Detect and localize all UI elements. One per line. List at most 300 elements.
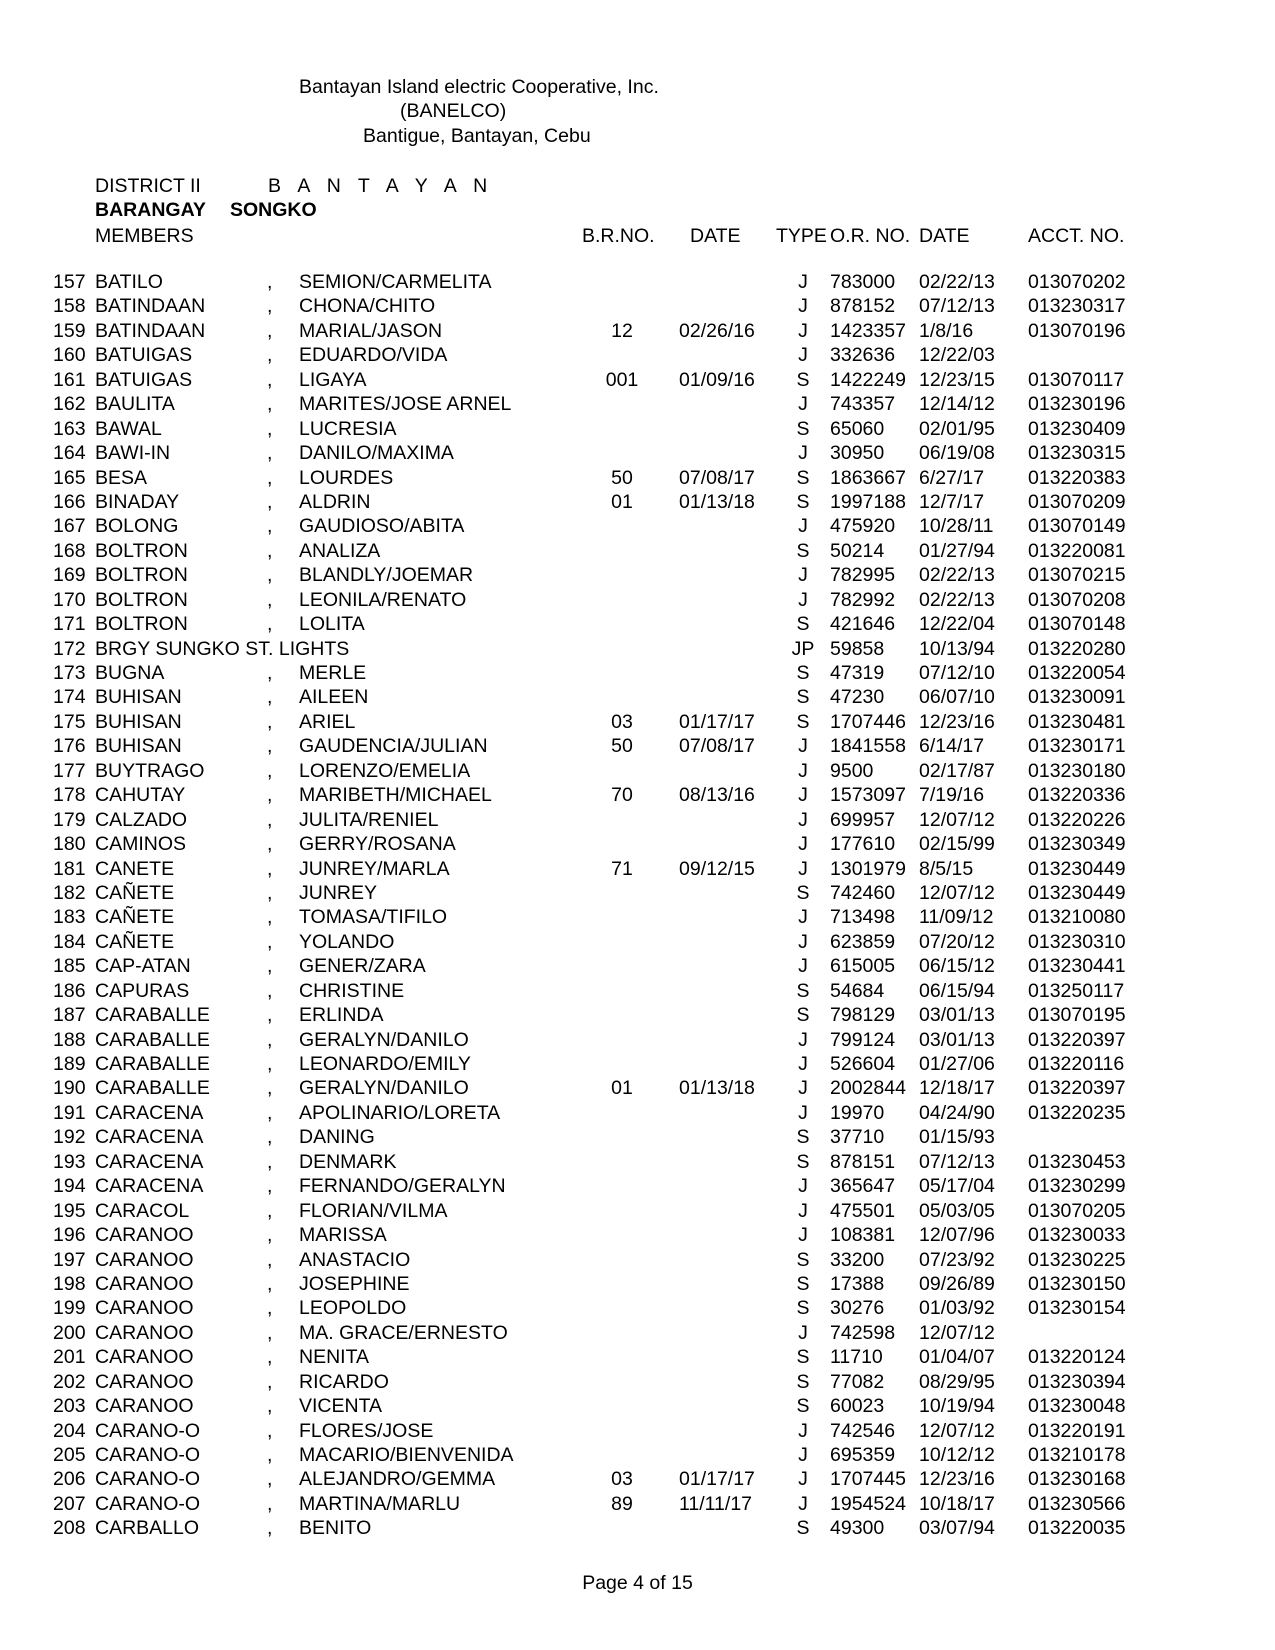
table-row <box>0 1053 1275 1077</box>
account-number: 013210080 <box>1028 906 1126 929</box>
or-number: 1707446 <box>830 710 906 733</box>
account-number: 013230048 <box>1028 1395 1126 1418</box>
row-number: 173 <box>53 662 86 684</box>
name-separator: , <box>267 1224 273 1247</box>
member-first-names: BLANDLY/JOEMAR <box>299 564 474 587</box>
table-row <box>0 1175 1275 1199</box>
account-number: 013230449 <box>1028 857 1126 880</box>
account-number: 013220397 <box>1028 1077 1126 1100</box>
membership-type: S <box>796 1126 810 1149</box>
or-date: 12/14/12 <box>919 393 995 416</box>
or-number: 59858 <box>830 637 885 660</box>
account-number: 013070117 <box>1028 368 1125 391</box>
member-last-name: CAPURAS <box>95 979 190 1002</box>
membership-type: S <box>796 1248 810 1271</box>
or-number: 699957 <box>830 808 896 831</box>
account-number: 013230196 <box>1028 393 1126 416</box>
membership-type: J <box>798 1101 808 1124</box>
member-last-name: CAÑETE <box>95 881 175 904</box>
org-abbreviation: (BANELCO) <box>400 100 507 122</box>
or-number: 782992 <box>830 588 896 611</box>
membership-type: J <box>798 955 808 978</box>
table-row <box>0 1371 1275 1395</box>
or-number: 365647 <box>830 1175 896 1198</box>
table-row <box>0 1151 1275 1175</box>
account-number: 013230299 <box>1028 1175 1126 1198</box>
br-number: 50 <box>611 466 633 489</box>
member-last-name: CARANO-O <box>95 1492 201 1515</box>
table-row <box>0 1004 1275 1028</box>
or-date: 12/7/17 <box>919 490 985 513</box>
br-number: 70 <box>611 784 633 807</box>
table-row <box>0 1322 1275 1346</box>
account-number: 013070215 <box>1028 564 1126 587</box>
name-separator: , <box>267 1395 273 1418</box>
member-first-names: ARIEL <box>299 710 356 733</box>
membership-type: J <box>798 1077 808 1100</box>
membership-type: S <box>796 1297 810 1320</box>
row-number: 188 <box>53 1028 86 1051</box>
or-date: 10/19/94 <box>919 1395 995 1418</box>
member-last-name: CANETE <box>95 857 175 880</box>
member-last-name: CARACENA <box>95 1126 204 1149</box>
account-number: 013220336 <box>1028 784 1126 807</box>
table-row <box>0 418 1275 442</box>
or-date: 12/07/12 <box>919 808 995 831</box>
member-last-name: BUHISAN <box>95 735 182 758</box>
or-number: 50214 <box>830 539 885 562</box>
account-number: 013070205 <box>1028 1199 1126 1222</box>
member-first-names: CHONA/CHITO <box>299 295 436 318</box>
column-header-type: TYPE <box>776 225 827 247</box>
member-first-names: CHRISTINE <box>299 979 405 1002</box>
member-first-names: GERALYN/DANILO <box>299 1028 469 1051</box>
membership-type: J <box>798 1053 808 1075</box>
account-number: 013230150 <box>1028 1272 1126 1295</box>
table-row <box>0 833 1275 857</box>
member-first-names: APOLINARIO/LORETA <box>299 1101 501 1124</box>
member-first-names: AILEEN <box>299 686 369 709</box>
row-number: 176 <box>53 735 86 758</box>
row-number: 164 <box>53 442 86 465</box>
member-first-names: YOLANDO <box>299 930 395 953</box>
membership-type: J <box>798 442 808 465</box>
name-separator: , <box>267 588 273 611</box>
account-number: 013230168 <box>1028 1468 1126 1491</box>
name-separator: , <box>267 662 273 684</box>
row-number: 159 <box>53 319 86 342</box>
row-number: 178 <box>53 784 86 807</box>
name-separator: , <box>267 1101 273 1124</box>
member-first-names: TOMASA/TIFILO <box>299 906 448 929</box>
membership-type: J <box>798 857 808 880</box>
or-number: 1841558 <box>830 735 906 758</box>
name-separator: , <box>267 1517 273 1540</box>
member-first-names: BENITO <box>299 1517 372 1540</box>
member-first-names: LEOPOLDO <box>299 1297 407 1320</box>
or-number: 30276 <box>830 1297 885 1320</box>
district-label: DISTRICT II <box>95 175 201 197</box>
row-number: 161 <box>53 368 86 391</box>
br-date: 01/09/16 <box>679 368 755 391</box>
or-date: 10/28/11 <box>919 515 994 538</box>
br-date: 01/17/17 <box>679 710 755 733</box>
table-row <box>0 980 1275 1004</box>
name-separator: , <box>267 271 273 293</box>
table-row <box>0 1493 1275 1517</box>
account-number: 013070148 <box>1028 613 1126 636</box>
or-number: 19970 <box>830 1101 885 1124</box>
row-number: 171 <box>53 613 86 636</box>
member-first-names: MARIAL/JASON <box>299 319 443 342</box>
account-number: 013230171 <box>1028 735 1126 758</box>
account-number: 013230225 <box>1028 1248 1126 1271</box>
or-date: 04/24/90 <box>919 1101 995 1124</box>
name-separator: , <box>267 930 273 953</box>
name-separator: , <box>267 833 273 856</box>
name-separator: , <box>267 759 273 782</box>
membership-type: S <box>796 539 810 562</box>
member-last-name: CARANO-O <box>95 1419 201 1442</box>
member-first-names: ANALIZA <box>299 539 381 562</box>
table-row <box>0 1102 1275 1126</box>
row-number: 163 <box>53 417 86 440</box>
membership-type: J <box>798 295 808 318</box>
account-number: 013230033 <box>1028 1224 1126 1247</box>
or-date: 01/04/07 <box>919 1346 995 1369</box>
account-number: 013220383 <box>1028 466 1126 489</box>
br-date: 11/11/17 <box>679 1492 753 1515</box>
row-number: 198 <box>53 1272 86 1295</box>
account-number: 013070196 <box>1028 319 1126 342</box>
membership-type: S <box>796 1272 810 1295</box>
or-date: 7/19/16 <box>919 784 985 807</box>
column-header-or-date: DATE <box>919 225 970 247</box>
or-date: 02/22/13 <box>919 271 995 293</box>
member-last-name: BOLTRON <box>95 564 188 587</box>
or-number: 783000 <box>830 271 896 293</box>
name-separator: , <box>267 344 273 367</box>
account-number: 013070149 <box>1028 515 1126 538</box>
row-number: 162 <box>53 393 86 416</box>
br-date: 02/26/16 <box>679 319 755 342</box>
member-first-names: JUNREY <box>299 881 378 904</box>
member-last-name: BUHISAN <box>95 710 182 733</box>
or-number: 108381 <box>830 1224 896 1247</box>
name-separator: , <box>267 1468 273 1491</box>
account-number: 013250117 <box>1028 979 1125 1002</box>
or-date: 01/15/93 <box>919 1126 995 1149</box>
or-date: 02/01/95 <box>919 417 995 440</box>
membership-type: S <box>796 1517 810 1540</box>
br-date: 08/13/16 <box>679 784 755 807</box>
table-row <box>0 467 1275 491</box>
row-number: 170 <box>53 588 86 611</box>
name-separator: , <box>267 857 273 880</box>
name-separator: , <box>267 1346 273 1369</box>
table-row <box>0 931 1275 955</box>
table-row <box>0 320 1275 344</box>
member-last-name: CARABALLE <box>95 1004 210 1027</box>
name-separator: , <box>267 1028 273 1051</box>
member-last-name: CAP-ATAN <box>95 955 191 978</box>
name-separator: , <box>267 393 273 416</box>
br-date: 07/08/17 <box>679 466 755 489</box>
or-date: 1/8/16 <box>919 319 974 342</box>
member-first-names: GERRY/ROSANA <box>299 833 456 856</box>
row-number: 157 <box>53 271 86 293</box>
member-last-name: CARACENA <box>95 1101 204 1124</box>
account-number: 013070208 <box>1028 588 1126 611</box>
member-first-names: JUNREY/MARLA <box>299 857 450 880</box>
account-number: 013220397 <box>1028 1028 1126 1051</box>
table-row <box>0 1249 1275 1273</box>
membership-type: S <box>796 613 810 636</box>
account-number: 013230317 <box>1028 295 1126 318</box>
member-last-name: CARANOO <box>95 1297 194 1320</box>
or-date: 01/27/06 <box>919 1053 995 1075</box>
membership-type: J <box>798 564 808 587</box>
or-date: 02/22/13 <box>919 564 995 587</box>
row-number: 160 <box>53 344 86 367</box>
table-row <box>0 638 1275 662</box>
member-first-names: ERLINDA <box>299 1004 384 1027</box>
or-date: 03/07/94 <box>919 1517 995 1540</box>
or-number: 2002844 <box>830 1077 906 1100</box>
membership-type: S <box>796 979 810 1002</box>
name-separator: , <box>267 1004 273 1027</box>
or-number: 1954524 <box>830 1492 906 1515</box>
name-separator: , <box>267 686 273 709</box>
name-separator: , <box>267 1150 273 1173</box>
name-separator: , <box>267 955 273 978</box>
member-last-name: CARANOO <box>95 1395 194 1418</box>
table-row <box>0 1029 1275 1053</box>
membership-type: J <box>798 833 808 856</box>
table-row <box>0 295 1275 319</box>
membership-type: S <box>796 1004 810 1027</box>
member-first-names: DENMARK <box>299 1150 397 1173</box>
or-number: 37710 <box>830 1126 885 1149</box>
or-number: 30950 <box>830 442 885 465</box>
member-last-name: CARACOL <box>95 1199 190 1222</box>
name-separator: , <box>267 1126 273 1149</box>
row-number: 167 <box>53 515 86 538</box>
or-number: 1423357 <box>830 319 906 342</box>
member-last-name: CARANO-O <box>95 1468 201 1491</box>
table-row <box>0 1468 1275 1492</box>
account-number: 013230180 <box>1028 759 1126 782</box>
or-date: 03/01/13 <box>919 1028 995 1051</box>
or-number: 11710 <box>830 1346 883 1369</box>
account-number: 013230481 <box>1028 710 1126 733</box>
membership-type: S <box>796 1346 810 1369</box>
page-number: Page 4 of 15 <box>582 1572 693 1594</box>
account-number: 013230154 <box>1028 1297 1126 1320</box>
membership-type: S <box>796 490 810 513</box>
member-last-name: CAHUTAY <box>95 784 186 807</box>
membership-type: S <box>796 1395 810 1418</box>
org-address: Bantigue, Bantayan, Cebu <box>363 125 591 147</box>
row-number: 184 <box>53 930 86 953</box>
or-date: 12/07/12 <box>919 881 995 904</box>
row-number: 186 <box>53 979 86 1002</box>
member-first-names: MACARIO/BIENVENIDA <box>299 1444 514 1466</box>
account-number: 013220054 <box>1028 662 1126 684</box>
member-last-name: BAULITA <box>95 393 175 416</box>
br-date: 01/13/18 <box>679 1077 755 1100</box>
table-row <box>0 662 1275 686</box>
membership-type: J <box>798 393 808 416</box>
membership-type: J <box>798 588 808 611</box>
name-separator: , <box>267 881 273 904</box>
row-number: 175 <box>53 710 86 733</box>
row-number: 190 <box>53 1077 86 1100</box>
member-first-names: LEONILA/RENATO <box>299 588 467 611</box>
member-first-names: RICARDO <box>299 1370 389 1393</box>
member-last-name: BRGY SUNGKO ST. LIGHTS <box>95 637 350 660</box>
table-row <box>0 1346 1275 1370</box>
or-date: 06/15/94 <box>919 979 995 1002</box>
table-row <box>0 955 1275 979</box>
account-number: 013070195 <box>1028 1004 1126 1027</box>
membership-type: J <box>798 759 808 782</box>
row-number: 179 <box>53 808 86 831</box>
or-number: 60023 <box>830 1395 885 1418</box>
account-number: 013220116 <box>1028 1053 1125 1075</box>
member-last-name: CALZADO <box>95 808 188 831</box>
or-date: 08/29/95 <box>919 1370 995 1393</box>
or-number: 1707445 <box>830 1468 906 1491</box>
row-number: 187 <box>53 1004 86 1027</box>
table-row <box>0 515 1275 539</box>
br-number: 71 <box>611 857 633 880</box>
or-date: 05/03/05 <box>919 1199 995 1222</box>
or-number: 695359 <box>830 1444 896 1466</box>
table-row <box>0 906 1275 930</box>
or-number: 878151 <box>830 1150 896 1173</box>
membership-type: J <box>798 930 808 953</box>
row-number: 206 <box>53 1468 86 1491</box>
or-date: 12/23/16 <box>919 1468 995 1491</box>
table-row <box>0 393 1275 417</box>
row-number: 208 <box>53 1517 86 1540</box>
or-date: 01/27/94 <box>919 539 995 562</box>
br-number: 01 <box>611 1077 633 1100</box>
account-number: 013220081 <box>1028 539 1126 562</box>
or-date: 10/18/17 <box>919 1492 995 1515</box>
table-row <box>0 442 1275 466</box>
row-number: 192 <box>53 1126 86 1149</box>
member-first-names: MARITES/JOSE ARNEL <box>299 393 512 416</box>
membership-type: J <box>798 319 808 342</box>
br-date: 01/17/17 <box>679 1468 755 1491</box>
or-date: 12/18/17 <box>919 1077 995 1100</box>
name-separator: , <box>267 735 273 758</box>
member-last-name: BUYTRAGO <box>95 759 205 782</box>
account-number: 013070202 <box>1028 271 1126 293</box>
account-number: 013230453 <box>1028 1150 1126 1173</box>
member-last-name: CARABALLE <box>95 1028 210 1051</box>
br-date: 07/08/17 <box>679 735 755 758</box>
name-separator: , <box>267 319 273 342</box>
name-separator: , <box>267 466 273 489</box>
table-row <box>0 564 1275 588</box>
name-separator: , <box>267 808 273 831</box>
br-number: 50 <box>611 735 633 758</box>
membership-type: JP <box>791 637 815 660</box>
row-number: 202 <box>53 1370 86 1393</box>
or-date: 06/19/08 <box>919 442 995 465</box>
table-row <box>0 686 1275 710</box>
account-number: 013220226 <box>1028 808 1126 831</box>
member-last-name: BATUIGAS <box>95 344 193 367</box>
column-header-or-no: O.R. NO. <box>830 225 911 247</box>
table-row <box>0 735 1275 759</box>
member-last-name: BOLTRON <box>95 613 188 636</box>
member-last-name: BATUIGAS <box>95 368 193 391</box>
member-first-names: ANASTACIO <box>299 1248 411 1271</box>
or-number: 1863667 <box>830 466 906 489</box>
membership-type: J <box>798 906 808 929</box>
or-date: 11/09/12 <box>919 906 994 929</box>
table-row <box>0 784 1275 808</box>
name-separator: , <box>267 1077 273 1100</box>
or-date: 03/01/13 <box>919 1004 995 1027</box>
member-first-names: LOURDES <box>299 466 394 489</box>
row-number: 189 <box>53 1053 86 1075</box>
name-separator: , <box>267 539 273 562</box>
account-number: 013230441 <box>1028 955 1126 978</box>
table-row <box>0 711 1275 735</box>
name-separator: , <box>267 1199 273 1222</box>
or-date: 02/15/99 <box>919 833 995 856</box>
member-last-name: BOLTRON <box>95 588 188 611</box>
table-row <box>0 1395 1275 1419</box>
or-number: 742460 <box>830 881 896 904</box>
account-number: 013230349 <box>1028 833 1126 856</box>
br-date: 09/12/15 <box>679 857 755 880</box>
member-first-names: GERALYN/DANILO <box>299 1077 469 1100</box>
account-number: 013230449 <box>1028 881 1126 904</box>
account-number: 013230409 <box>1028 417 1126 440</box>
member-first-names: JOSEPHINE <box>299 1272 410 1295</box>
membership-type: J <box>798 1419 808 1442</box>
table-row <box>0 1224 1275 1248</box>
membership-type: J <box>798 1492 808 1515</box>
member-first-names: DANILO/MAXIMA <box>299 442 454 465</box>
membership-type: J <box>798 344 808 367</box>
member-first-names: NENITA <box>299 1346 370 1369</box>
or-number: 54684 <box>830 979 885 1002</box>
name-separator: , <box>267 1297 273 1320</box>
table-row <box>0 809 1275 833</box>
name-separator: , <box>267 1321 273 1344</box>
name-separator: , <box>267 1175 273 1198</box>
member-last-name: BUGNA <box>95 662 165 684</box>
member-first-names: MARISSA <box>299 1224 387 1247</box>
row-number: 174 <box>53 686 86 709</box>
member-first-names: LEONARDO/EMILY <box>299 1053 471 1075</box>
or-number: 177610 <box>830 833 896 856</box>
member-last-name: BAWI-IN <box>95 442 171 465</box>
name-separator: , <box>267 979 273 1002</box>
br-number: 001 <box>605 368 639 391</box>
name-separator: , <box>267 417 273 440</box>
or-number: 332636 <box>830 344 896 367</box>
or-date: 12/22/03 <box>919 344 995 367</box>
name-separator: , <box>267 784 273 807</box>
